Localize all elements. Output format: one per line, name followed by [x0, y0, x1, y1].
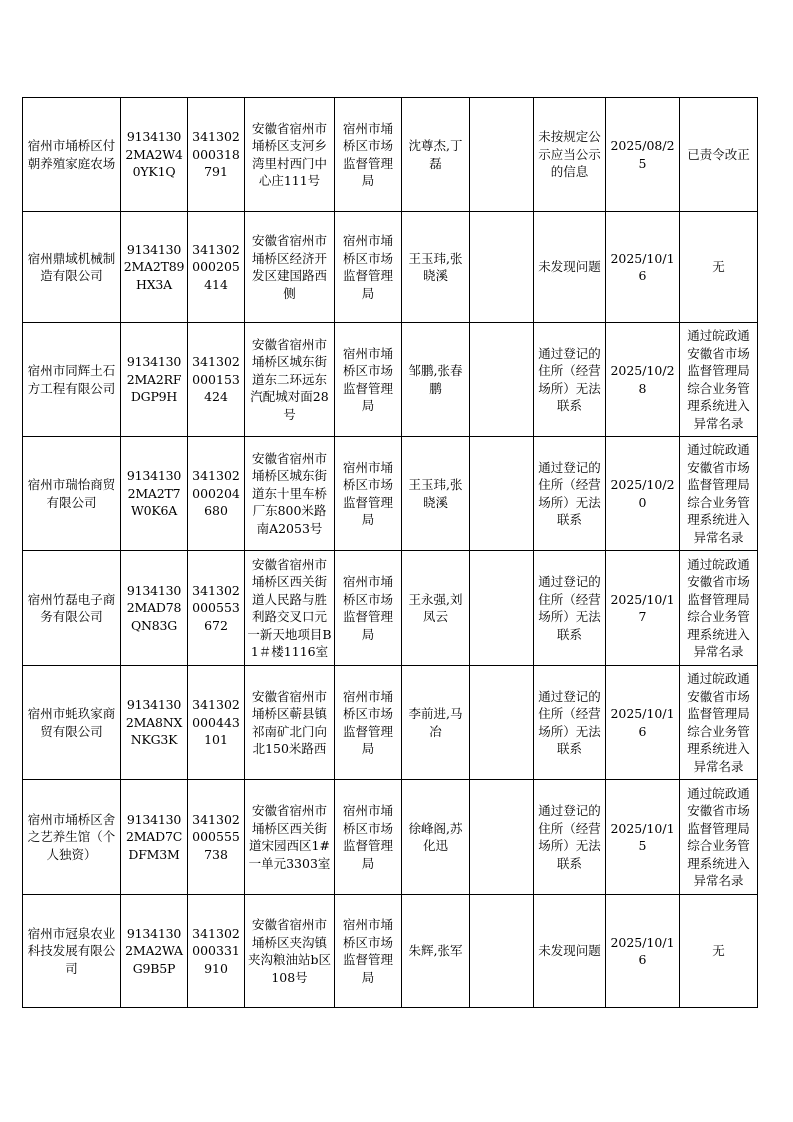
registration-number-cell: 341302000443101 [188, 666, 245, 780]
empty-cell [470, 98, 534, 212]
company-name-cell: 宿州竹磊电子商务有限公司 [23, 551, 121, 666]
empty-cell [470, 780, 534, 895]
address-cell: 安徽省宿州市埇桥区西关街道宋园西区1#一单元3303室 [245, 780, 335, 895]
company-name-cell: 宿州市埇桥区付朝养殖家庭农场 [23, 98, 121, 212]
inspection-date-cell: 2025/08/25 [606, 98, 680, 212]
action-taken-cell: 已责令改正 [680, 98, 758, 212]
action-taken-cell: 通过皖政通安徽省市场监督管理局综合业务管理系统进入异常名录 [680, 551, 758, 666]
inspection-result-cell: 未发现问题 [534, 212, 606, 323]
company-name-cell: 宿州市埇桥区舍之艺养生馆（个人独资） [23, 780, 121, 895]
registration-number-cell: 341302000204680 [188, 437, 245, 551]
inspection-date-cell: 2025/10/28 [606, 323, 680, 437]
inspection-result-cell: 通过登记的住所（经营场所）无法联系 [534, 666, 606, 780]
company-name-cell: 宿州市冠泉农业科技发展有限公司 [23, 895, 121, 1008]
inspection-date-cell: 2025/10/20 [606, 437, 680, 551]
action-taken-cell: 通过皖政通安徽省市场监督管理局综合业务管理系统进入异常名录 [680, 323, 758, 437]
address-cell: 安徽省宿州市埇桥区夹沟镇夹沟粮油站b区108号 [245, 895, 335, 1008]
credit-code-cell: 91341302MA8NXNKG3K [121, 666, 188, 780]
inspectors-cell: 沈尊杰,丁磊 [402, 98, 470, 212]
empty-cell [470, 666, 534, 780]
company-name-cell: 宿州鼎域机械制造有限公司 [23, 212, 121, 323]
inspection-result-cell: 未按规定公示应当公示的信息 [534, 98, 606, 212]
registration-number-cell: 341302000555738 [188, 780, 245, 895]
inspectors-cell: 王玉玮,张晓溪 [402, 437, 470, 551]
action-taken-cell: 无 [680, 895, 758, 1008]
empty-cell [470, 551, 534, 666]
table-row [23, 895, 758, 1008]
address-cell: 安徽省宿州市埇桥区城东街道东十里车桥厂东800米路南A2053号 [245, 437, 335, 551]
table-row [23, 98, 758, 212]
authority-cell: 宿州市埇桥区市场监督管理局 [335, 551, 402, 666]
address-cell: 安徽省宿州市埇桥区城东街道东二环远东汽配城对面28号 [245, 323, 335, 437]
credit-code-cell: 91341302MA2RFDGP9H [121, 323, 188, 437]
authority-cell: 宿州市埇桥区市场监督管理局 [335, 780, 402, 895]
authority-cell: 宿州市埇桥区市场监督管理局 [335, 895, 402, 1008]
empty-cell [470, 212, 534, 323]
credit-code-cell: 91341302MA2WAG9B5P [121, 895, 188, 1008]
address-cell: 安徽省宿州市埇桥区蕲县镇祁南矿北门向北150米路西 [245, 666, 335, 780]
authority-cell: 宿州市埇桥区市场监督管理局 [335, 666, 402, 780]
credit-code-cell: 91341302MAD78QN83G [121, 551, 188, 666]
authority-cell: 宿州市埇桥区市场监督管理局 [335, 212, 402, 323]
registration-number-cell: 341302000331910 [188, 895, 245, 1008]
inspection-date-cell: 2025/10/16 [606, 895, 680, 1008]
inspection-date-cell: 2025/10/16 [606, 212, 680, 323]
inspectors-cell: 李前进,马冶 [402, 666, 470, 780]
table-row [23, 437, 758, 551]
registration-number-cell: 341302000205414 [188, 212, 245, 323]
registration-number-cell: 341302000553672 [188, 551, 245, 666]
authority-cell: 宿州市埇桥区市场监督管理局 [335, 437, 402, 551]
registration-number-cell: 341302000318791 [188, 98, 245, 212]
credit-code-cell: 91341302MA2T7W0K6A [121, 437, 188, 551]
inspectors-cell: 朱辉,张军 [402, 895, 470, 1008]
inspection-result-cell: 通过登记的住所（经营场所）无法联系 [534, 551, 606, 666]
inspectors-cell: 邹鹏,张春鹏 [402, 323, 470, 437]
inspection-result-cell: 通过登记的住所（经营场所）无法联系 [534, 323, 606, 437]
inspection-result-cell: 通过登记的住所（经营场所）无法联系 [534, 780, 606, 895]
address-cell: 安徽省宿州市埇桥区西关街道人民路与胜利路交叉口元一新天地项目B1＃楼1116室 [245, 551, 335, 666]
inspectors-cell: 徐峰阁,苏化迅 [402, 780, 470, 895]
credit-code-cell: 91341302MA2T89HX3A [121, 212, 188, 323]
action-taken-cell: 无 [680, 212, 758, 323]
table-row [23, 323, 758, 437]
inspection-result-cell: 未发现问题 [534, 895, 606, 1008]
inspection-date-cell: 2025/10/15 [606, 780, 680, 895]
inspection-date-cell: 2025/10/16 [606, 666, 680, 780]
address-cell: 安徽省宿州市埇桥区支河乡湾里村西门中心庄111号 [245, 98, 335, 212]
table-row [23, 212, 758, 323]
inspectors-cell: 王永强,刘凤云 [402, 551, 470, 666]
table-row [23, 666, 758, 780]
company-name-cell: 宿州市同辉土石方工程有限公司 [23, 323, 121, 437]
authority-cell: 宿州市埇桥区市场监督管理局 [335, 323, 402, 437]
inspection-date-cell: 2025/10/17 [606, 551, 680, 666]
authority-cell: 宿州市埇桥区市场监督管理局 [335, 98, 402, 212]
table-row [23, 780, 758, 895]
credit-code-cell: 91341302MAD7CDFM3M [121, 780, 188, 895]
company-name-cell: 宿州市蚝玖家商贸有限公司 [23, 666, 121, 780]
inspectors-cell: 王玉玮,张晓溪 [402, 212, 470, 323]
action-taken-cell: 通过皖政通安徽省市场监督管理局综合业务管理系统进入异常名录 [680, 437, 758, 551]
address-cell: 安徽省宿州市埇桥区经济开发区建国路西侧 [245, 212, 335, 323]
action-taken-cell: 通过皖政通安徽省市场监督管理局综合业务管理系统进入异常名录 [680, 780, 758, 895]
registration-number-cell: 341302000153424 [188, 323, 245, 437]
action-taken-cell: 通过皖政通安徽省市场监督管理局综合业务管理系统进入异常名录 [680, 666, 758, 780]
credit-code-cell: 91341302MA2W40YK1Q [121, 98, 188, 212]
inspection-table [22, 97, 758, 1008]
empty-cell [470, 895, 534, 1008]
table-row [23, 551, 758, 666]
inspection-result-cell: 通过登记的住所（经营场所）无法联系 [534, 437, 606, 551]
empty-cell [470, 323, 534, 437]
empty-cell [470, 437, 534, 551]
company-name-cell: 宿州市瑞怡商贸有限公司 [23, 437, 121, 551]
